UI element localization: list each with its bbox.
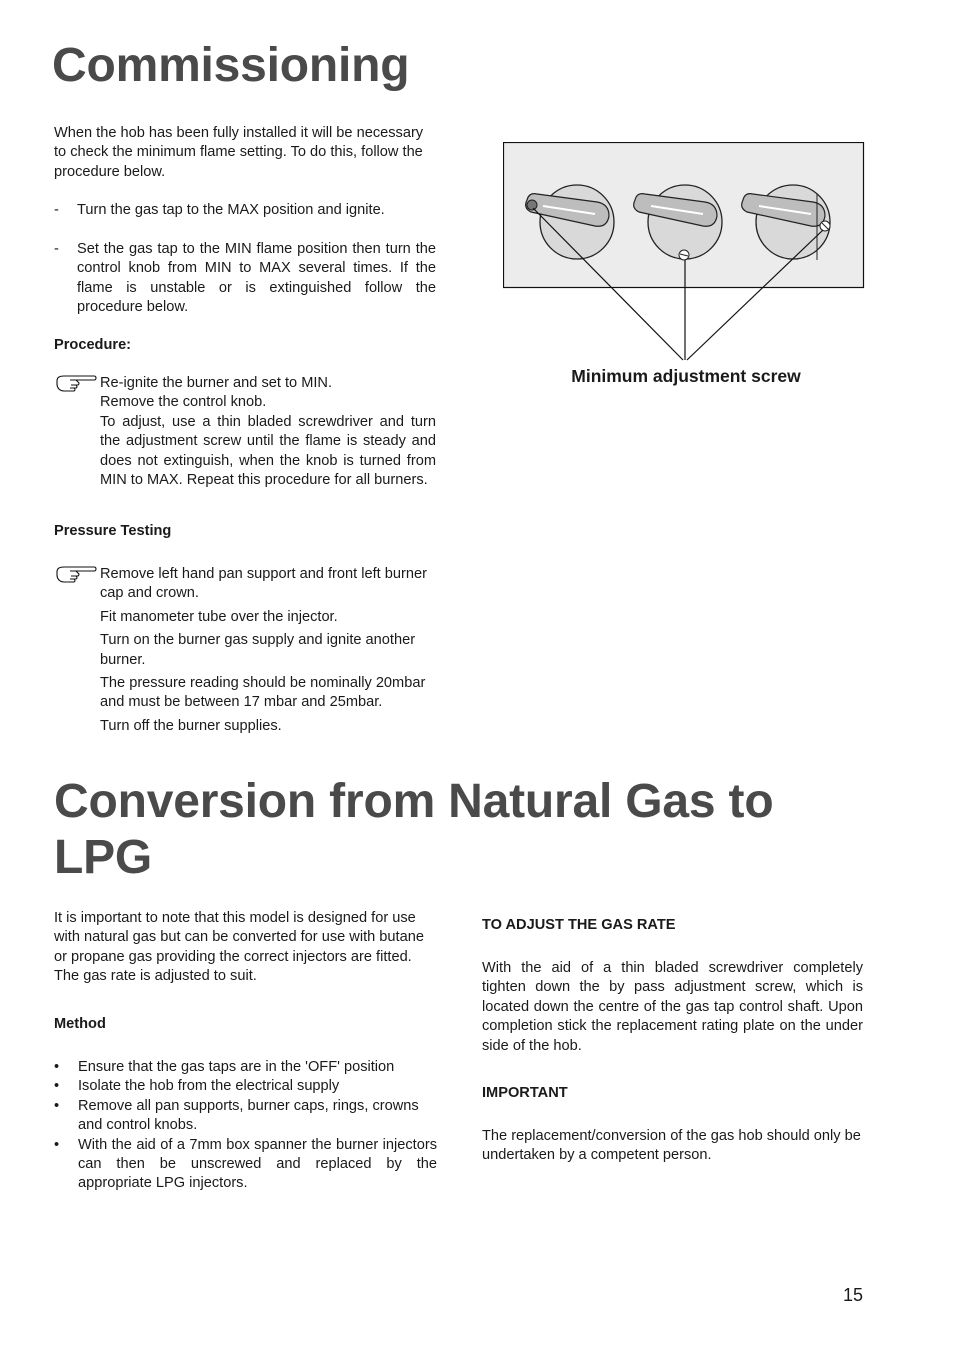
pressure-line: Turn off the burner supplies. [100,717,282,734]
step-text: Turn the gas tap to the MAX position and ignite. [77,202,385,218]
procedure-line: Remove the control knob. [100,394,267,411]
pressure-line: The pressure reading should be nominally 20mbar and must be between 17 mbar and 25mbar. [100,675,426,711]
step-dash: - [54,241,59,257]
method-list [54,1058,437,1194]
pointing-hand-icon [54,565,98,590]
list-item: • Remove all pan supports, burner caps, rings, crowns and control knobs. [54,1097,419,1134]
list-item: • With the aid of a 7mm box spanner the burner injectors can then be unscrewed and replaced by the appropriate LPG injectors. [54,1136,437,1192]
step-1 [54,201,436,220]
adjust-heading: TO ADJUST THE GAS RATE [482,917,676,933]
important-heading: IMPORTANT [482,1085,568,1101]
method-heading: Method [54,1016,106,1032]
step-dash: - [54,202,59,218]
figure-caption: Minimum adjustment screw [571,366,801,386]
procedure-line: Re-ignite the burner and set to MIN. [100,375,332,391]
commissioning-intro: When the hob has been fully installed it will be necessary to check the minimum flame setting. To do this, follow the procedure below. [54,125,424,180]
conversion-title-line1: Conversion from Natural Gas to [54,775,774,828]
pressure-line: Fit manometer tube over the injector. [100,608,338,625]
page-number: 15 [842,1285,863,1305]
pointing-hand-icon [54,374,98,399]
pressure-line: Remove left hand pan support and front left burner cap and crown. [100,566,427,602]
conversion-title-line2: LPG [54,831,153,884]
step-2 [54,240,436,318]
procedure-heading: Procedure: [54,337,132,353]
commissioning-title: Commissioning [52,39,410,92]
important-text: The replacement/conversion of the gas hob should only be undertaken by a competent person. [482,1128,861,1164]
conversion-intro: It is important to note that this model is designed for use with natural gas but can be converted for use with butane or propane gas providing the correct injectors are fitted. The gas rate is adjusted to suit. [54,910,424,985]
list-item: • Ensure that the gas taps are in the 'OFF' position [54,1059,395,1075]
pressure-block [54,565,436,736]
knob-diagram [503,142,865,362]
list-item: • Isolate the hob from the electrical supply [54,1078,340,1095]
pressure-line: Turn on the burner gas supply and ignite another burner. [100,632,416,668]
procedure-block [54,374,436,490]
step-text: Set the gas tap to the MIN flame position then turn the control knob from MIN to MAX several times. If the flame is unstable or is extinguished follow the procedure below. [77,241,436,316]
procedure-line: To adjust, use a thin bladed screwdriver and turn the adjustment screw until the flame is steady and does not extinguish, when the knob is turned from MIN to MAX. Repeat this procedure for all burners. [100,413,436,489]
adjust-text: With the aid of a thin bladed screwdriver completely tighten down the by pass adjustment screw, which is located down the centre of the gas tap control shaft. Upon completion stick the replacement rating plate on the under side of the hob. [482,960,863,1054]
pressure-heading: Pressure Testing [54,523,172,539]
